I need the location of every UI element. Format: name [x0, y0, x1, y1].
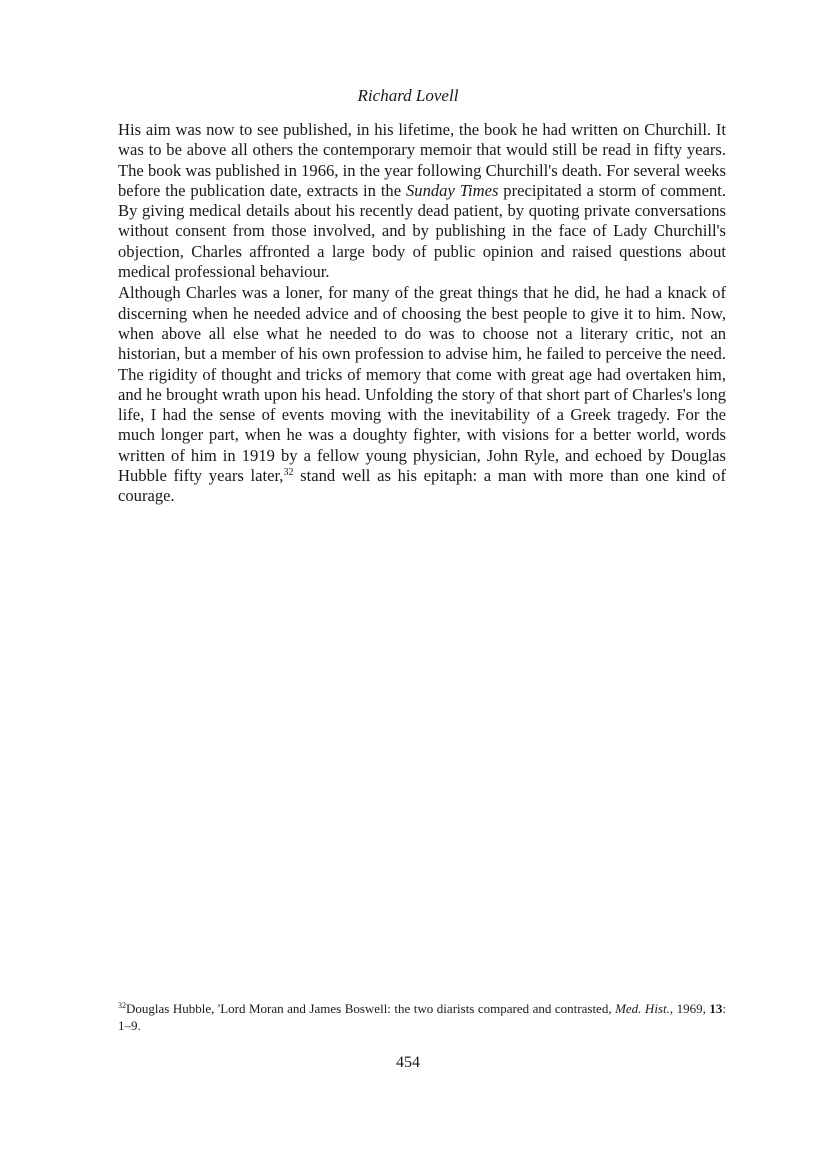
footnote-number: 32 [118, 1001, 126, 1010]
footnote [118, 1000, 726, 1034]
paragraph-1-text-b: precipitated a storm of comment. By giving medical details about his recently dead patient, by quoting private conversations without consent from those involved, and by publishing in the face of Lady Churchill's objection, Charles affronted a large body of public opinion and raised questions about medical professional behaviour. [118, 180, 726, 282]
footnote-text-c: : 1–9. [118, 1001, 726, 1033]
footnote-reference: 32 [283, 467, 294, 479]
page-number: 454 [396, 1054, 420, 1071]
newspaper-title: Sunday Times [405, 180, 499, 200]
paragraph-1 [118, 120, 726, 282]
footnote-text-b: , 1969, [669, 1001, 710, 1016]
footnote-journal: Med. Hist. [615, 1001, 670, 1016]
article-body [118, 120, 726, 507]
running-head: Richard Lovell [357, 86, 459, 105]
paragraph-1-text-a: His aim was now to see published, in his lifetime, the book he had written on Churchill. It was to be above all others the contemporary memoir that would still be read in fifty years. The book was published in 1966, in the year following Churchill's death. For several weeks before the publication date, extracts in the [118, 120, 726, 200]
footnote-volume: 13 [709, 1001, 723, 1016]
paragraph-2 [118, 283, 726, 506]
footnote-text-a: Douglas Hubble, 'Lord Moran and James Boswell: the two diarists compared and contrasted, [126, 1001, 616, 1016]
paragraph-2-text-a: Although Charles was a loner, for many of the great things that he did, he had a knack of discerning when he needed advice and of choosing the best people to give it to him. Now, when above all else what he needed to do was to choose not a literary critic, not an historian, but a member of his own profession to advise him, he failed to perceive the need. The rigidity of thought and tricks of memory that come with great age had overtaken him, and he brought wrath upon his head. Unfolding the story of that short part of Charles's long life, I had the sense of events moving with the inevitability of a Greek tragedy. For the much longer part, when he was a doughty fighter, with visions for a better world, words written of him in 1919 by a fellow young physician, John Ryle, and echoed by Douglas Hubble fifty years later, [118, 283, 726, 486]
paragraph-2-text-b: stand well as his epitaph: a man with more than one kind of courage. [118, 466, 726, 506]
